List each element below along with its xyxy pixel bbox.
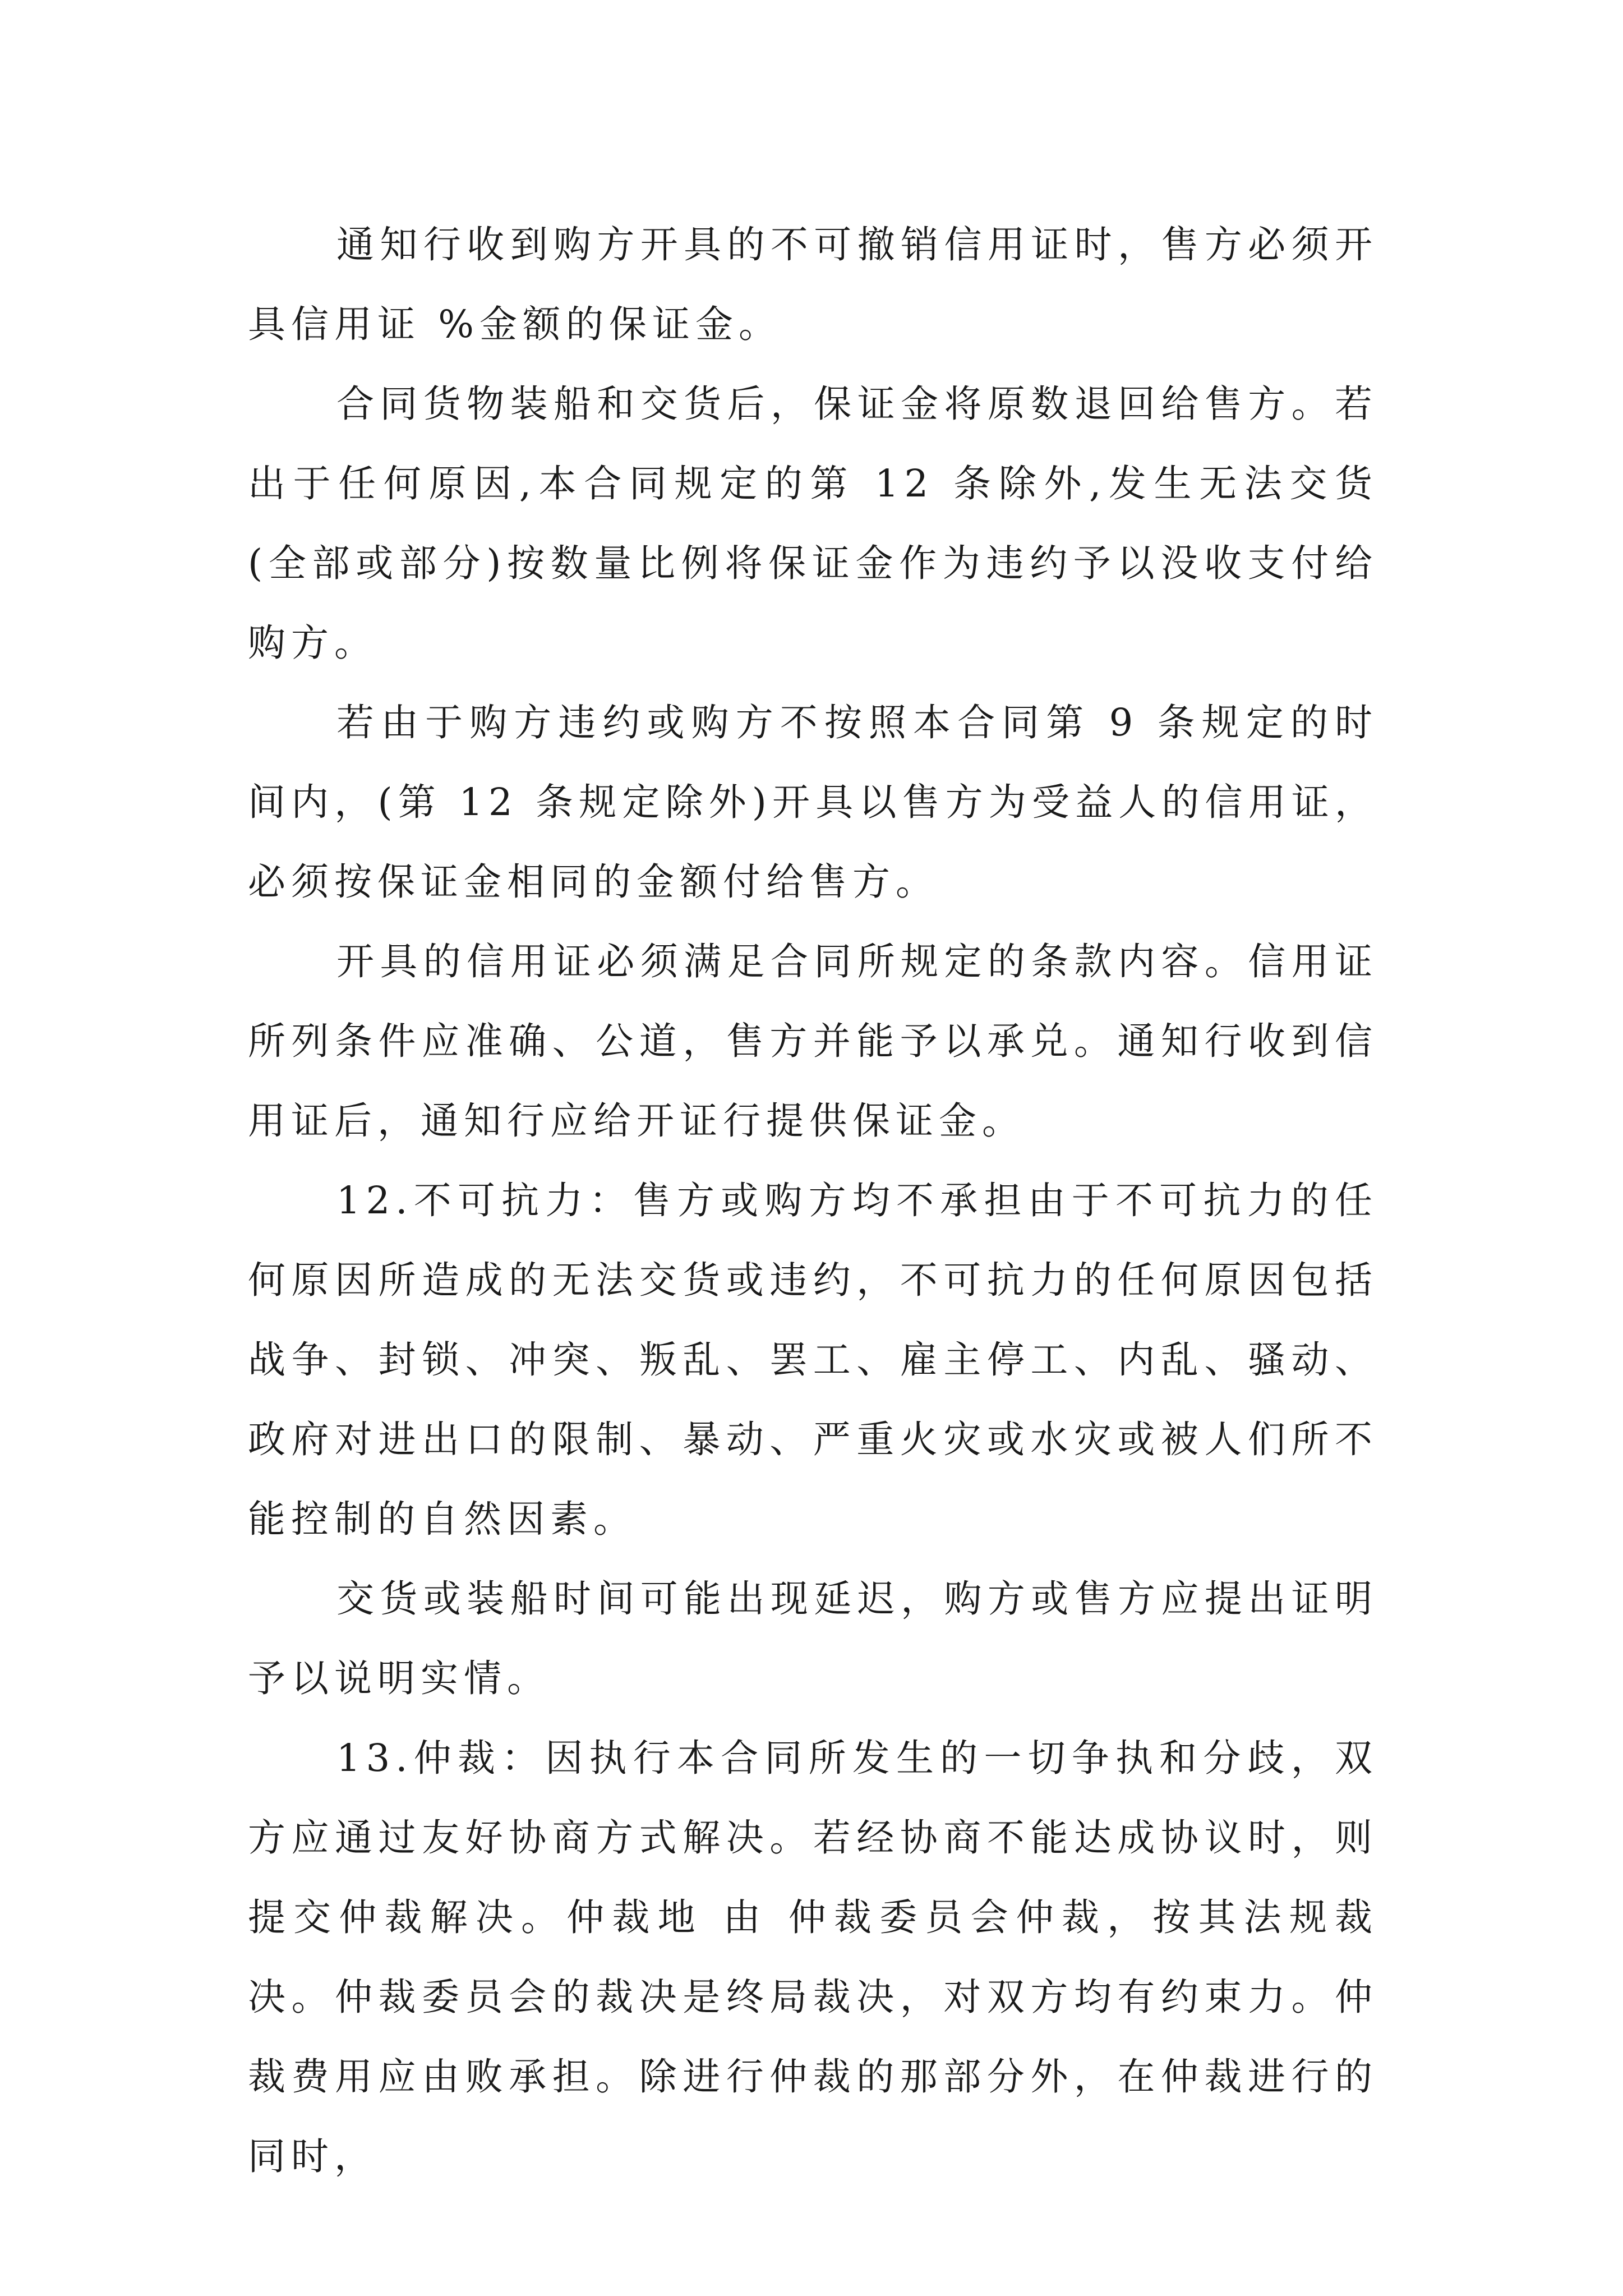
paragraph-buyer-default: 若由于购方违约或购方不按照本合同第 9 条规定的时间内，(第 12 条规定除外)开具以售方为受益人的信用证，必须按保证金相同的金额付给售方。 xyxy=(248,701,1378,904)
paragraph-force-majeure: 12.不可抗力：售方或购方均不承担由于不可抗力的任何原因所造成的无法交货或违约，不可抗力的任何原因包括战争、封锁、冲突、叛乱、罢工、雇主停工、内乱、骚动、政府对进出口的限制、暴动、严重火灾或水灾或被人们所不能控制的自然因素。 xyxy=(248,1179,1378,1541)
paragraph-arbitration: 13.仲裁：因执行本合同所发生的一切争执和分歧，双方应通过友好协商方式解决。若经协商不能达成协议时，则提交仲裁解决。仲裁地 由 仲裁委员会仲裁，按其法规裁决。仲裁委员会的裁决是终局裁决，对双方均有约束力。仲裁费用应由败承担。除进行仲裁的那部分外，在仲裁进行的同时， xyxy=(248,1736,1378,2178)
document-body xyxy=(248,205,1378,2196)
paragraph-delivery-delay: 交货或装船时间可能出现延迟，购方或售方应提出证明予以说明实情。 xyxy=(248,1577,1378,1700)
paragraph-credit-terms: 开具的信用证必须满足合同所规定的条款内容。信用证所列条件应准确、公道，售方并能予以承兑。通知行收到信用证后，通知行应给开证行提供保证金。 xyxy=(248,940,1378,1143)
paragraph-guarantee-issue: 通知行收到购方开具的不可撤销信用证时，售方必须开具信用证 %金额的保证金。 xyxy=(248,223,1378,346)
paragraph-guarantee-refund: 合同货物装船和交货后，保证金将原数退回给售方。若出于任何原因,本合同规定的第 12 条除外,发生无法交货(全部或部分)按数量比例将保证金作为违约予以没收支付给购方。 xyxy=(248,382,1378,665)
